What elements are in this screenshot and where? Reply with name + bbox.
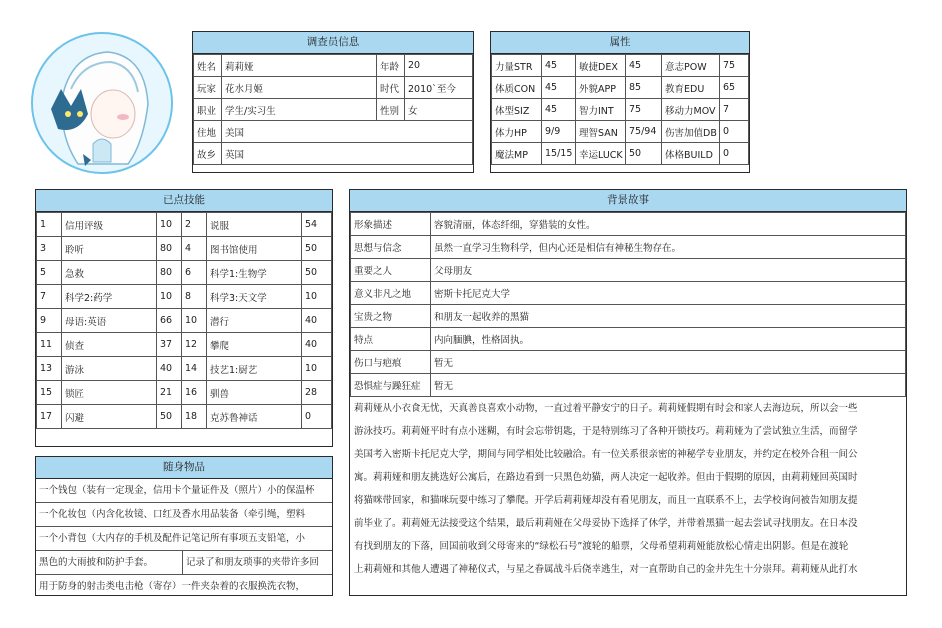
skills-title: 已点技能	[36, 190, 332, 212]
story-line: 前毕业了。莉莉娅无法接受这个结果，最后莉莉娅在父母妥协下选择了休学，并带着黑猫一起去尝试寻找朋友。在日本没	[354, 518, 858, 529]
skill-index: 4	[182, 237, 207, 261]
attribute-label: 体型SIZ	[492, 99, 542, 121]
skill-index: 2	[182, 213, 207, 237]
attribute-value: 45	[542, 55, 576, 77]
skill-index: 7	[37, 285, 62, 309]
background-value: 父母朋友	[431, 259, 906, 282]
skill-name: 急救	[62, 261, 157, 285]
background-value: 虽然一直学习生物科学，但内心还是相信有神秘生物存在。	[431, 236, 906, 259]
era-label: 时代	[377, 77, 405, 99]
story-line: 上莉莉娅和其他人遭遇了神秘仪式，与星之眷属战斗后侥幸逃生，对一直帮助自己的金井先生十分崇拜。莉莉娅从此打水	[354, 564, 858, 575]
attribute-label: 体质CON	[492, 77, 542, 99]
skill-value: 66	[157, 309, 182, 333]
attribute-label: 幸运LUCK	[576, 143, 626, 165]
attribute-value: 45	[542, 99, 576, 121]
background-row	[351, 328, 906, 351]
skill-name: 克苏鲁神话	[207, 405, 302, 429]
age-label: 年龄	[377, 55, 405, 77]
item-text: 一个化妆包（内含化妆镜、口红及香水用品装备（牵引绳，塑料	[39, 509, 306, 520]
background-label: 意义非凡之地	[351, 282, 431, 305]
attribute-label: 意志POW	[662, 55, 720, 77]
investigator-info-title: 调查员信息	[193, 32, 473, 54]
attribute-label: 伤害加值DB	[662, 121, 720, 143]
background-value: 容貌清丽，体态纤细，穿猎装的女性。	[431, 213, 906, 236]
background-title: 背景故事	[350, 190, 906, 212]
skill-row	[37, 237, 332, 261]
skill-value: 10	[302, 357, 332, 381]
story-line: 美国考入密斯卡托尼克大学，期间与同学相处比较融洽。有一位关系很亲密的神秘学专业朋友，并约定在校外合租一间公	[354, 449, 858, 460]
skill-value: 0	[302, 405, 332, 429]
item-row	[36, 527, 332, 551]
skill-name: 图书馆使用	[207, 237, 302, 261]
skill-name: 闪避	[62, 405, 157, 429]
skill-name: 说服	[207, 213, 302, 237]
item-text: 一个钱包（装有一定现金，信用卡个量证件及（照片）小的保温杯	[39, 485, 315, 496]
attribute-value: 45	[542, 77, 576, 99]
skill-value: 80	[157, 237, 182, 261]
skill-name: 信用评级	[62, 213, 157, 237]
attribute-label: 移动力MOV	[662, 99, 720, 121]
skill-name: 母语:英语	[62, 309, 157, 333]
skill-row	[37, 357, 332, 381]
attributes-title: 属性	[491, 32, 749, 54]
sex-value: 女	[405, 99, 473, 121]
skill-row	[37, 405, 332, 429]
attributes-table	[491, 54, 749, 165]
skill-value: 40	[157, 357, 182, 381]
skill-value: 50	[302, 237, 332, 261]
attribute-value: 75	[720, 55, 749, 77]
skill-index: 10	[182, 309, 207, 333]
attribute-value: 65	[720, 77, 749, 99]
skill-name: 锁匠	[62, 381, 157, 405]
skill-name: 驯兽	[207, 381, 302, 405]
skill-name: 科学1:生物学	[207, 261, 302, 285]
background-row	[351, 259, 906, 282]
skill-index: 8	[182, 285, 207, 309]
story-line: 将猫咪带回家，和猫咪玩耍中练习了攀爬。开学后莉莉娅却没有看见朋友，而且一直联系不上，去学校询问被告知朋友提	[354, 495, 858, 506]
background-table	[350, 212, 906, 397]
attribute-label: 智力INT	[576, 99, 626, 121]
residence-value: 美国	[222, 121, 473, 143]
items-panel	[35, 456, 333, 596]
skill-name: 科学3:天文学	[207, 285, 302, 309]
attribute-value: 50	[626, 143, 662, 165]
portrait-illustration	[33, 34, 171, 172]
player-label: 玩家	[194, 77, 222, 99]
attribute-label: 体格BUILD	[662, 143, 720, 165]
skill-index: 18	[182, 405, 207, 429]
background-panel	[349, 189, 907, 596]
attribute-value: 45	[626, 55, 662, 77]
skills-table	[36, 212, 332, 429]
skills-panel	[35, 189, 333, 447]
skill-index: 1	[37, 213, 62, 237]
attribute-label: 体力HP	[492, 121, 542, 143]
background-row	[351, 213, 906, 236]
investigator-info-panel	[192, 31, 474, 173]
item-text: 记录了和朋友琐事的夹带许多回	[186, 557, 320, 568]
skill-row	[37, 333, 332, 357]
skill-index: 13	[37, 357, 62, 381]
attribute-label: 外貌APP	[576, 77, 626, 99]
character-portrait	[31, 32, 173, 174]
item-text: 黑色的大雨披和防护手套。	[36, 551, 183, 574]
story-line: 莉莉娅从小衣食无忧，天真善良喜欢小动物，一直过着平静安宁的日子。莉莉娅假期有时会和家人去海边玩，所以会一些	[354, 403, 858, 414]
skill-name: 聆听	[62, 237, 157, 261]
skill-row	[37, 309, 332, 333]
era-value: 2010`至今	[405, 77, 473, 99]
attribute-label: 敏捷DEX	[576, 55, 626, 77]
skill-index: 3	[37, 237, 62, 261]
hometown-value: 英国	[222, 143, 473, 165]
story-line: 游泳技巧。莉莉娅平时有点小迷糊，有时会忘带钥匙，于是特别练习了各种开锁技巧。莉莉娅为了尝试独立生活，而留学	[354, 426, 858, 437]
skill-index: 12	[182, 333, 207, 357]
attribute-value: 75	[626, 99, 662, 121]
items-title: 随身物品	[36, 457, 332, 479]
attribute-label: 理智SAN	[576, 121, 626, 143]
background-label: 宝贵之物	[351, 305, 431, 328]
background-row	[351, 282, 906, 305]
background-label: 特点	[351, 328, 431, 351]
residence-label: 住地	[194, 121, 222, 143]
item-text: 用于防身的射击类电击枪（寄存）一件夹杂着的衣服换洗衣物，	[39, 581, 306, 592]
skill-value: 28	[302, 381, 332, 405]
skill-value: 21	[157, 381, 182, 405]
background-label: 重要之人	[351, 259, 431, 282]
background-label: 恐惧症与躁狂症	[351, 374, 431, 397]
job-label: 职业	[194, 99, 222, 121]
skill-value: 10	[157, 213, 182, 237]
attribute-value: 85	[626, 77, 662, 99]
skill-value: 50	[157, 405, 182, 429]
items-list	[36, 479, 332, 596]
skill-row	[37, 213, 332, 237]
item-row	[36, 575, 332, 596]
skill-row	[37, 381, 332, 405]
skill-value: 10	[157, 285, 182, 309]
background-row	[351, 351, 906, 374]
skill-value: 54	[302, 213, 332, 237]
skill-name: 科学2:药学	[62, 285, 157, 309]
attribute-label: 教育EDU	[662, 77, 720, 99]
item-row	[36, 479, 332, 503]
player-value: 花水月姬	[222, 77, 377, 99]
item-text: 一个小背包（大内存的手机及配件记笔记所有事项五支铅笔，小	[39, 533, 306, 544]
skill-name: 潜行	[207, 309, 302, 333]
skill-name: 技艺1:厨艺	[207, 357, 302, 381]
skill-index: 6	[182, 261, 207, 285]
item-row	[36, 503, 332, 527]
skill-name: 侦查	[62, 333, 157, 357]
skill-value: 40	[302, 333, 332, 357]
item-row	[36, 551, 332, 575]
skill-name: 攀爬	[207, 333, 302, 357]
skill-index: 9	[37, 309, 62, 333]
attributes-panel	[490, 31, 750, 173]
skill-value: 10	[302, 285, 332, 309]
background-row	[351, 374, 906, 397]
skill-name: 游泳	[62, 357, 157, 381]
story-line: 有找到朋友的下落，回国前收到父母寄来的“绿松石号”渡轮的船票，父母希望莉莉娅能放松心情走出阴影。但是在渡轮	[354, 541, 849, 552]
skill-value: 37	[157, 333, 182, 357]
job-value: 学生/实习生	[222, 99, 377, 121]
skill-index: 16	[182, 381, 207, 405]
skill-index: 11	[37, 333, 62, 357]
story-line: 寓。莉莉娅和朋友挑选好公寓后，在路边看到一只黑色幼猫，两人决定一起收养。但由于假期的原因，由莉莉娅回英国时	[354, 472, 858, 483]
investigator-info-table	[193, 54, 473, 165]
attribute-label: 力量STR	[492, 55, 542, 77]
background-value: 暂无	[431, 351, 906, 374]
skill-index: 5	[37, 261, 62, 285]
attribute-value: 9/9	[542, 121, 576, 143]
hometown-label: 故乡	[194, 143, 222, 165]
story-text	[350, 397, 906, 581]
background-label: 思想与信念	[351, 236, 431, 259]
attribute-value: 15/15	[542, 143, 576, 165]
name-label: 姓名	[194, 55, 222, 77]
skill-row	[37, 285, 332, 309]
name-value: 莉莉娅	[222, 55, 377, 77]
background-row	[351, 305, 906, 328]
background-value: 暂无	[431, 374, 906, 397]
background-label: 伤口与疤痕	[351, 351, 431, 374]
attribute-value: 75/94	[626, 121, 662, 143]
background-value: 密斯卡托尼克大学	[431, 282, 906, 305]
attribute-value: 7	[720, 99, 749, 121]
background-label: 形象描述	[351, 213, 431, 236]
skill-value: 50	[302, 261, 332, 285]
skill-value: 40	[302, 309, 332, 333]
background-value: 和朋友一起收养的黑猫	[431, 305, 906, 328]
skill-index: 17	[37, 405, 62, 429]
age-value: 20	[405, 55, 473, 77]
skill-index: 15	[37, 381, 62, 405]
background-row	[351, 236, 906, 259]
skill-index: 14	[182, 357, 207, 381]
attribute-value: 0	[720, 121, 749, 143]
attribute-label: 魔法MP	[492, 143, 542, 165]
sex-label: 性别	[377, 99, 405, 121]
attribute-value: 0	[720, 143, 749, 165]
skill-value: 80	[157, 261, 182, 285]
background-value: 内向腼腆，性格固执。	[431, 328, 906, 351]
skill-row	[37, 261, 332, 285]
